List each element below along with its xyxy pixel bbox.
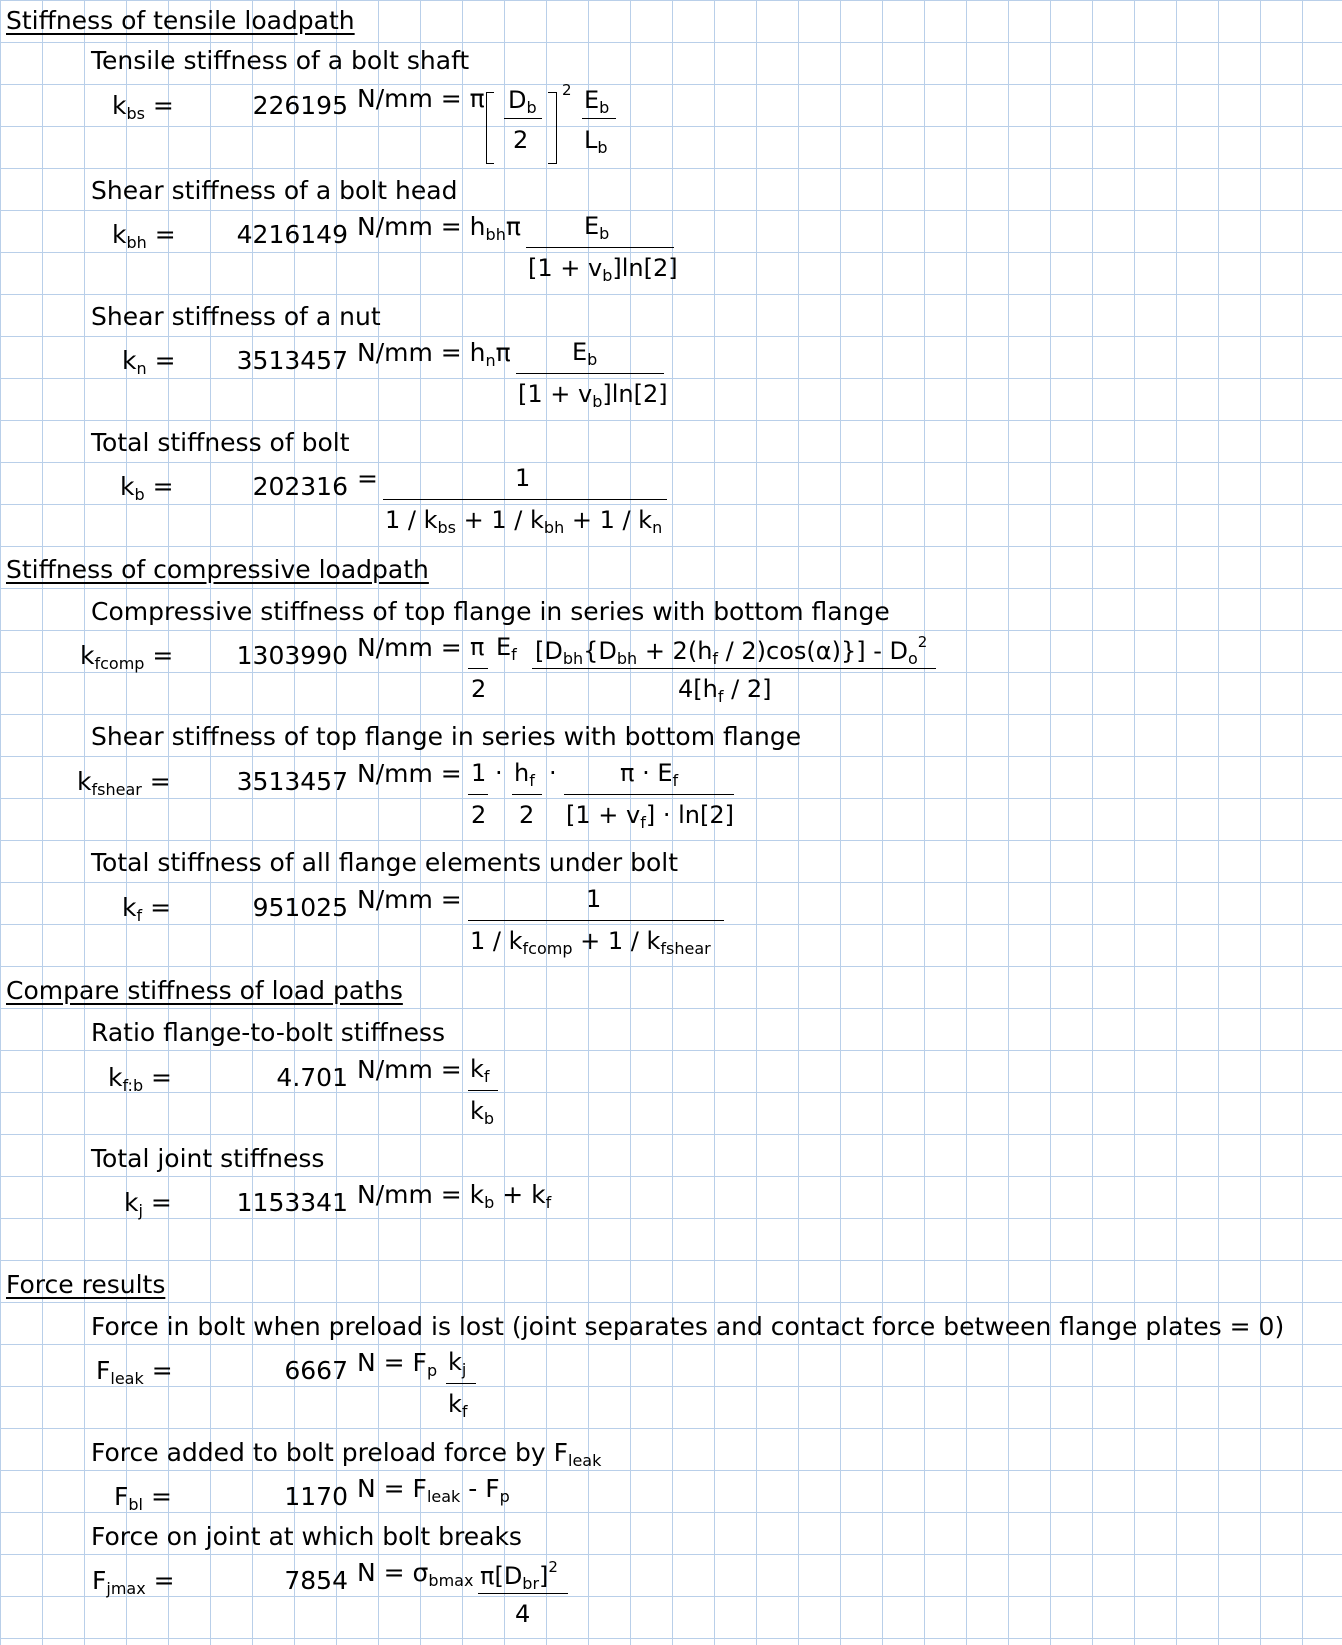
label-nut: Shear stiffness of a nut <box>91 302 381 331</box>
var-kfcomp: $k_{fcomp}$ = <box>80 641 174 673</box>
var-kbs: $k_{bs}$ = <box>112 91 174 123</box>
bracket-left <box>486 92 487 164</box>
var-kn: $k_n$ = <box>122 346 176 378</box>
value-kn: 3513457 <box>236 346 348 375</box>
label-bolt-head: Shear stiffness of a bolt head <box>91 176 458 205</box>
label-fcomp: Compressive stiffness of top flange in series with bottom flange <box>91 597 890 626</box>
label-added: Force added to bolt preload force by $F_{leak}$ <box>91 1438 602 1470</box>
unit-kbh: $N/mm = h_{bh}\pi$ <box>357 212 521 244</box>
unit-kfshear: N/mm = <box>357 759 462 788</box>
label-breaks: Force on joint at which bolt breaks <box>91 1522 522 1551</box>
var-kfshear: $k_{fshear}$ = <box>77 767 171 799</box>
unit-kb: = <box>357 464 378 493</box>
formula-kbs-den: 2 <box>513 126 529 154</box>
unit-kf: N/mm = <box>357 885 462 914</box>
bracket-right <box>556 92 557 164</box>
var-fbl: $F_{bl}$ = <box>114 1482 172 1514</box>
value-kj: 1153341 <box>236 1188 348 1217</box>
value-kfcomp: 1303990 <box>236 641 348 670</box>
unit-fjmax: $N = \sigma_{bmax}$ <box>357 1558 474 1590</box>
value-kbh: 4216149 <box>236 220 348 249</box>
section-title-compressive: Stiffness of compressive loadpath <box>6 555 429 584</box>
label-total-bolt: Total stiffness of bolt <box>91 428 350 457</box>
label-total-flange: Total stiffness of all flange elements under bolt <box>91 848 678 877</box>
formula-kbs-num: $D_b$ <box>508 86 537 117</box>
unit-fbl: $N = F_{leak} - F_p$ <box>357 1474 510 1506</box>
var-kfb: $k_{f:b}$ = <box>108 1063 172 1095</box>
unit-fleak: $N = F_p$ <box>357 1348 438 1380</box>
unit-kfb: N/mm = <box>357 1055 462 1084</box>
value-kfb: 4.701 <box>276 1063 348 1092</box>
value-kb: 202316 <box>252 472 348 501</box>
unit-kbs: N/mm = π <box>357 84 485 113</box>
label-bolt-shaft: Tensile stiffness of a bolt shaft <box>91 46 470 75</box>
label-total-joint: Total joint stiffness <box>91 1144 325 1173</box>
label-fshear: Shear stiffness of top flange in series with bottom flange <box>91 722 802 751</box>
unit-kn: $N/mm = h_n\pi$ <box>357 338 511 370</box>
var-kb: $k_b$ = <box>120 472 174 504</box>
value-fleak: 6667 <box>284 1356 348 1385</box>
label-leak: Force in bolt when preload is lost (joint separates and contact force between flange plates = 0) <box>91 1312 1285 1341</box>
label-ratio: Ratio flange-to-bolt stiffness <box>91 1018 446 1047</box>
var-fleak: $F_{leak}$ = <box>96 1356 173 1388</box>
var-kbh: $k_{bh}$ = <box>112 220 176 252</box>
value-fbl: 1170 <box>284 1482 348 1511</box>
section-title-force: Force results <box>6 1270 166 1299</box>
value-kfshear: 3513457 <box>236 767 348 796</box>
unit-kj: $N/mm = k_b + k_f$ <box>357 1180 552 1212</box>
var-kf: $k_f$ = <box>122 893 172 925</box>
value-kbs: 226195 <box>252 91 348 120</box>
value-fjmax: 7854 <box>284 1566 348 1595</box>
unit-kfcomp: N/mm = <box>357 633 462 662</box>
var-fjmax: $F_{jmax}$ = <box>92 1566 175 1598</box>
value-kf: 951025 <box>252 893 348 922</box>
var-kj: $k_j$ = <box>124 1188 172 1220</box>
section-title-tensile: Stiffness of tensile loadpath <box>6 6 355 35</box>
section-title-compare: Compare stiffness of load paths <box>6 976 403 1005</box>
